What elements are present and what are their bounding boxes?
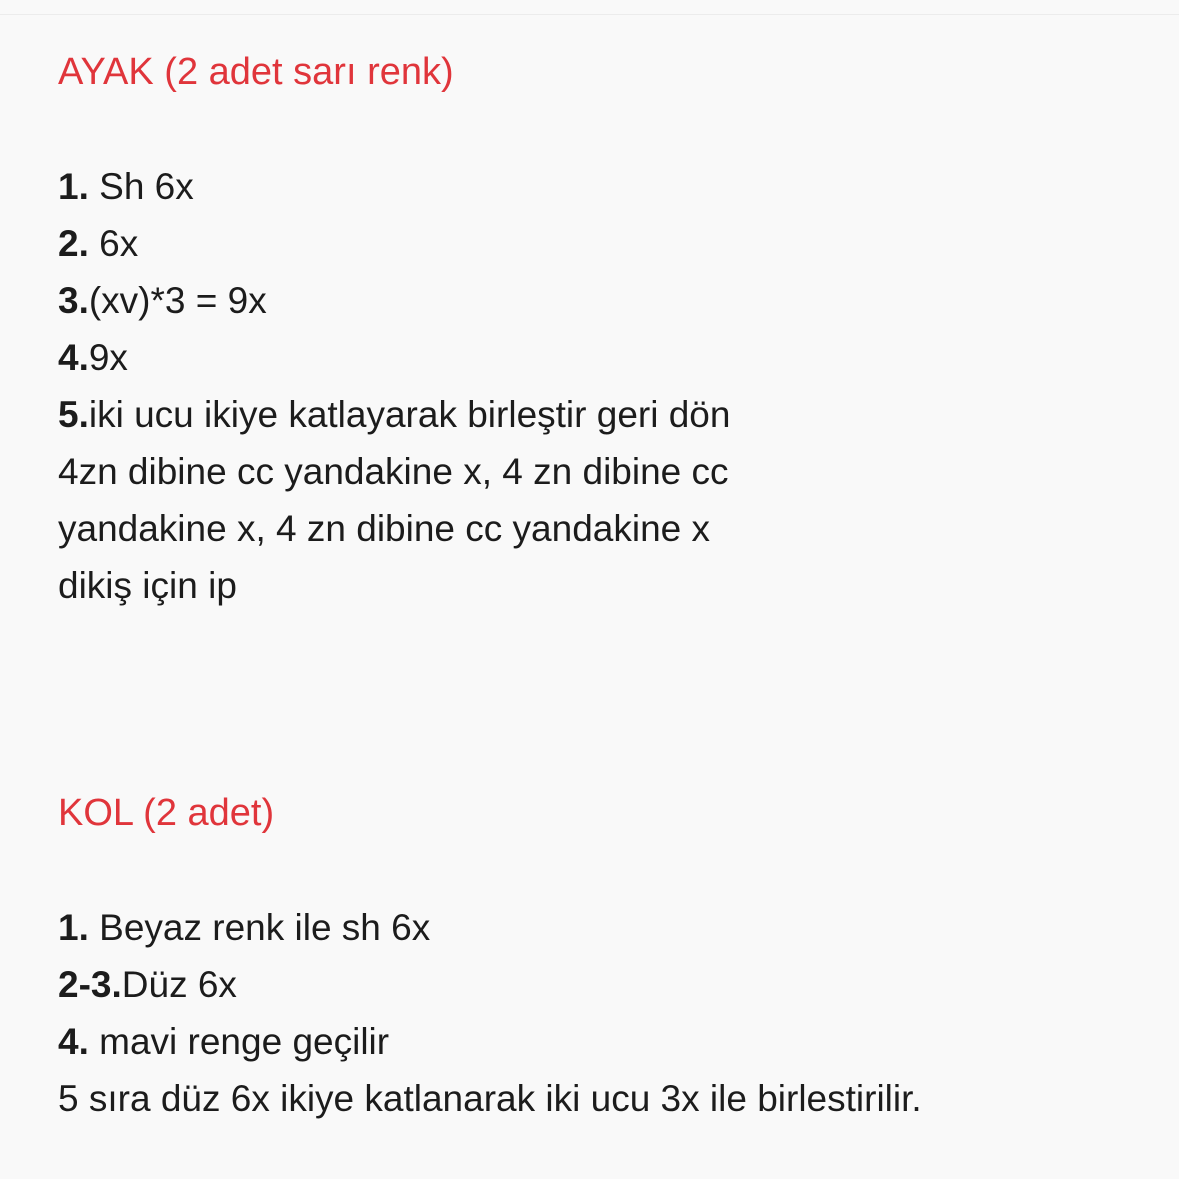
instruction-line xyxy=(58,956,1158,1013)
section-ayak xyxy=(58,46,1158,614)
line-number: 1. xyxy=(58,907,89,948)
line-text: 4zn dibine cc yandakine x, 4 zn dibine cc xyxy=(58,451,729,492)
instruction-line xyxy=(58,899,1158,956)
section-title-ayak: AYAK (2 adet sarı renk) xyxy=(58,51,454,93)
top-divider xyxy=(0,14,1179,15)
instruction-line xyxy=(58,1013,1158,1070)
line-number: 5. xyxy=(58,394,89,435)
section-title-kol: KOL (2 adet) xyxy=(58,792,275,834)
line-number: 1. xyxy=(58,166,89,207)
instruction-line xyxy=(58,443,1158,500)
line-text: 5 sıra düz 6x ikiye katlanarak iki ucu 3x ile birlestirilir. xyxy=(58,1078,922,1119)
line-number: 4. xyxy=(58,1021,89,1062)
instruction-line xyxy=(58,329,1158,386)
instruction-line xyxy=(58,1070,1158,1127)
instruction-list-kol xyxy=(58,899,1158,1127)
line-text: Beyaz renk ile sh 6x xyxy=(88,907,431,948)
instruction-line xyxy=(58,215,1158,272)
line-text: Düz 6x xyxy=(121,964,237,1005)
line-number: 3. xyxy=(58,280,89,321)
line-text: Sh 6x xyxy=(88,166,194,207)
line-text: mavi renge geçilir xyxy=(88,1021,390,1062)
line-text: (xv)*3 = 9x xyxy=(88,280,267,321)
line-text: iki ucu ikiye katlayarak birleştir geri dön xyxy=(88,394,731,435)
line-text: 9x xyxy=(88,337,128,378)
line-number: 2. xyxy=(58,223,89,264)
line-text: dikiş için ip xyxy=(58,565,237,606)
instruction-line xyxy=(58,158,1158,215)
instruction-list-ayak xyxy=(58,158,1158,614)
section-kol xyxy=(58,787,1158,1127)
instruction-line xyxy=(58,272,1158,329)
line-text: yandakine x, 4 zn dibine cc yandakine x xyxy=(58,508,711,549)
instruction-line xyxy=(58,500,1158,557)
line-number: 2-3. xyxy=(58,964,122,1005)
instruction-line xyxy=(58,386,1158,443)
line-text: 6x xyxy=(88,223,139,264)
line-number: 4. xyxy=(58,337,89,378)
instruction-line xyxy=(58,557,1158,614)
